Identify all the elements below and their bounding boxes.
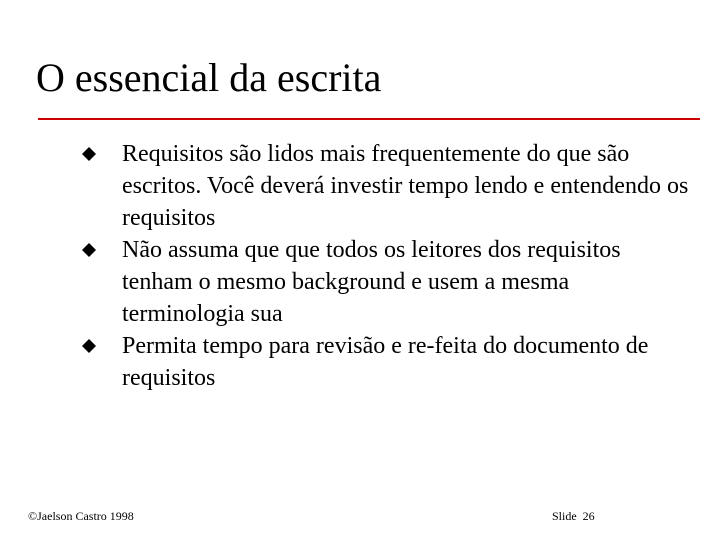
slide-title: O essencial da escrita [36, 55, 382, 100]
diamond-bullet-icon [82, 147, 96, 161]
bullet-text: Requisitos são lidos mais frequentemente do que são escritos. Você deverá investir tempo lendo e entendendo os requisitos [122, 141, 689, 231]
slide-label: Slide [552, 509, 577, 523]
bullet-item [82, 138, 692, 234]
bullet-item [82, 330, 692, 394]
bullet-list [82, 138, 692, 394]
slide-number: 26 [582, 509, 595, 523]
footer-copyright: ©Jaelson Castro 1998 [28, 509, 134, 523]
bullet-item [82, 234, 692, 330]
diamond-bullet-icon [82, 339, 96, 353]
diamond-bullet-icon [82, 243, 96, 257]
bullet-text: Permita tempo para revisão e re-feita do documento de requisitos [122, 333, 649, 391]
title-divider [38, 118, 700, 120]
bullet-text: Não assuma que que todos os leitores dos requisitos tenham o mesmo background e usem a mesma terminologia sua [122, 237, 621, 327]
footer-slide-number [552, 509, 595, 523]
